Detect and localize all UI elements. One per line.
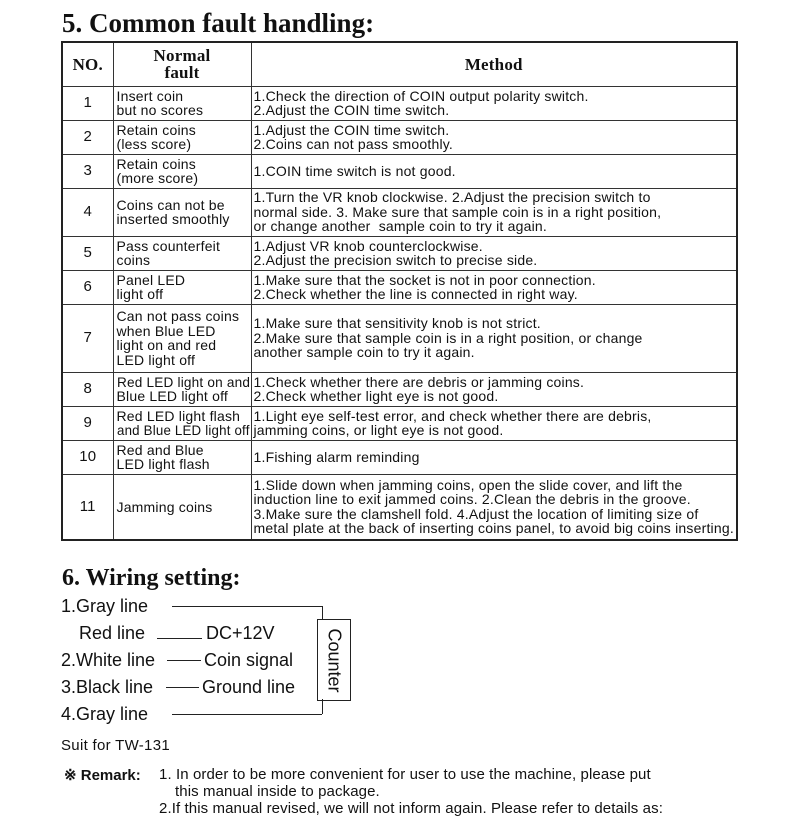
header-no: NO. — [62, 42, 113, 86]
method-line: 1.Slide down when jamming coins, open the slide cover, and lift the — [253, 476, 683, 493]
table-row — [62, 406, 737, 440]
fault-cell — [113, 236, 251, 270]
fault-cell — [113, 406, 251, 440]
remark-item-1: 1. In order to be more convenient for user to use the machine, please put — [159, 766, 651, 783]
method-line: metal plate at the back of inserting coins panel, to avoid big coins inserting. — [253, 520, 734, 537]
wire-red-signal: DC+12V — [206, 623, 275, 643]
fault-table-body — [62, 86, 737, 540]
wire-gray-4-label: 4.Gray line — [61, 704, 149, 724]
wire-red-line — [157, 638, 202, 639]
method-cell — [251, 372, 737, 406]
table-row — [62, 120, 737, 154]
fault-line: Blue LED light off — [116, 388, 229, 404]
method-cell — [251, 86, 737, 120]
row-number: 10 — [62, 440, 113, 474]
method-cell — [251, 270, 737, 304]
fault-cell — [113, 86, 251, 120]
wire-black-label: 3.Black line — [61, 677, 154, 697]
row-number: 6 — [62, 270, 113, 304]
method-line: another sample coin to try it again. — [253, 344, 475, 361]
fault-cell — [113, 474, 251, 540]
remark-item-2: 2.If this manual revised, we will not inform again. Please refer to details as: — [159, 800, 663, 817]
row-number: 2 — [62, 120, 113, 154]
table-row — [62, 372, 737, 406]
method-cell — [251, 236, 737, 270]
row-number: 9 — [62, 406, 113, 440]
method-line: 1.Turn the VR knob clockwise. 2.Adjust the precision switch to — [253, 189, 651, 206]
method-line: 1.Adjust the COIN time switch. — [253, 121, 450, 138]
wire-gray-1-line — [172, 606, 322, 607]
method-line: or change another sample coin to try it again. — [253, 218, 547, 235]
section-5-title: 5. Common fault handling: — [62, 8, 375, 38]
fault-cell — [113, 440, 251, 474]
table-row — [62, 440, 737, 474]
fault-line: LED light flash — [116, 456, 210, 472]
wire-white-line — [167, 660, 201, 661]
method-cell — [251, 474, 737, 540]
fault-line: inserted smoothly — [116, 211, 230, 227]
table-row — [62, 270, 737, 304]
row-number: 8 — [62, 372, 113, 406]
counter-label: Counter — [324, 628, 345, 693]
wire-red-label: Red line — [79, 623, 146, 643]
wire-black-signal: Ground line — [202, 677, 296, 697]
table-row — [62, 86, 737, 120]
method-line: 1.Make sure that the socket is not in poor connection. — [253, 271, 596, 288]
method-line: 1.Fishing alarm reminding — [253, 448, 420, 465]
fault-cell — [113, 188, 251, 236]
method-line: 3.Make sure the clamshell fold. 4.Adjust the location of limiting size of — [253, 505, 699, 522]
wire-white-signal: Coin signal — [204, 650, 294, 670]
table-row — [62, 304, 737, 372]
fault-line: light on and red — [116, 337, 217, 353]
row-number: 4 — [62, 188, 113, 236]
fault-line: and Blue LED light off — [116, 422, 250, 438]
fault-cell — [113, 270, 251, 304]
fault-line: (less score) — [116, 136, 192, 152]
method-line: 2.Check whether light eye is not good. — [253, 388, 499, 404]
method-line: 2.Adjust the COIN time switch. — [253, 102, 450, 118]
header-normal-fault — [113, 42, 251, 86]
table-row — [62, 188, 737, 236]
table-row — [62, 474, 737, 540]
fault-line: Panel LED — [116, 271, 186, 288]
fault-line: Red LED light flash — [116, 407, 241, 424]
fault-line: Retain coins — [116, 155, 196, 172]
row-number: 1 — [62, 86, 113, 120]
fault-line: Insert coin — [116, 87, 184, 104]
method-line: induction line to exit jammed coins. 2.Clean the debris in the groove. — [253, 491, 691, 508]
fault-line: Red LED light on and — [116, 373, 250, 390]
suit-note: Suit for TW-131 — [61, 737, 170, 754]
method-line: 1.Make sure that sensitivity knob is not strict. — [253, 315, 541, 332]
counter-box — [317, 619, 351, 701]
method-cell — [251, 154, 737, 188]
row-number: 3 — [62, 154, 113, 188]
method-line: jamming coins, or light eye is not good. — [253, 422, 504, 438]
fault-line: Jamming coins — [116, 498, 213, 515]
fault-cell — [113, 304, 251, 372]
wire-gray-1-drop — [322, 606, 323, 620]
method-line: 2.Coins can not pass smoothly. — [253, 136, 454, 152]
method-line: 1.Adjust VR knob counterclockwise. — [253, 237, 483, 254]
table-row — [62, 154, 737, 188]
remark-item-1-cont: this manual inside to package. — [175, 783, 380, 800]
method-line: 2.Make sure that sample coin is in a right position, or change — [253, 329, 643, 346]
fault-line: Pass counterfeit — [116, 237, 221, 254]
method-line: normal side. 3. Make sure that sample coin is in a right position, — [253, 203, 662, 220]
method-line: 1.Check whether there are debris or jamming coins. — [253, 373, 585, 390]
method-line: 1.Light eye self-test error, and check whether there are debris, — [253, 407, 652, 424]
method-cell — [251, 440, 737, 474]
fault-cell — [113, 154, 251, 188]
wire-gray-4-line — [172, 714, 322, 715]
wire-black-line — [166, 687, 199, 688]
method-cell — [251, 406, 737, 440]
fault-cell — [113, 120, 251, 154]
fault-line: light off — [116, 286, 164, 302]
fault-line: but no scores — [116, 102, 204, 118]
method-line: 1.Check the direction of COIN output polarity switch. — [253, 87, 589, 104]
header-fault-line-1: Normal — [153, 46, 211, 66]
section-6-title: 6. Wiring setting: — [62, 565, 241, 591]
method-cell — [251, 188, 737, 236]
fault-table — [61, 41, 738, 541]
header-method: Method — [251, 42, 737, 86]
wire-gray-1-label: 1.Gray line — [61, 596, 149, 616]
method-line: 1.COIN time switch is not good. — [253, 162, 456, 179]
fault-line: Retain coins — [116, 121, 196, 138]
fault-line: when Blue LED — [116, 322, 216, 339]
method-line: 2.Adjust the precision switch to precise side. — [253, 252, 538, 268]
remark-label: ※ Remark: — [64, 767, 141, 784]
fault-line: Red and Blue — [116, 441, 204, 458]
fault-line: Coins can not be — [116, 196, 225, 213]
row-number: 7 — [62, 304, 113, 372]
fault-cell — [113, 372, 251, 406]
fault-line: LED light off — [116, 351, 196, 368]
wire-white-label: 2.White line — [61, 650, 156, 670]
header-fault-line-2: fault — [164, 63, 200, 83]
table-header-row — [62, 42, 737, 86]
method-cell — [251, 304, 737, 372]
method-cell — [251, 120, 737, 154]
wire-gray-4-rise — [322, 699, 323, 714]
table-row — [62, 236, 737, 270]
fault-line: coins — [116, 252, 151, 268]
row-number: 5 — [62, 236, 113, 270]
fault-line: Can not pass coins — [116, 308, 240, 324]
row-number: 11 — [62, 474, 113, 540]
method-line: 2.Check whether the line is connected in right way. — [253, 286, 578, 302]
fault-line: (more score) — [116, 170, 199, 186]
